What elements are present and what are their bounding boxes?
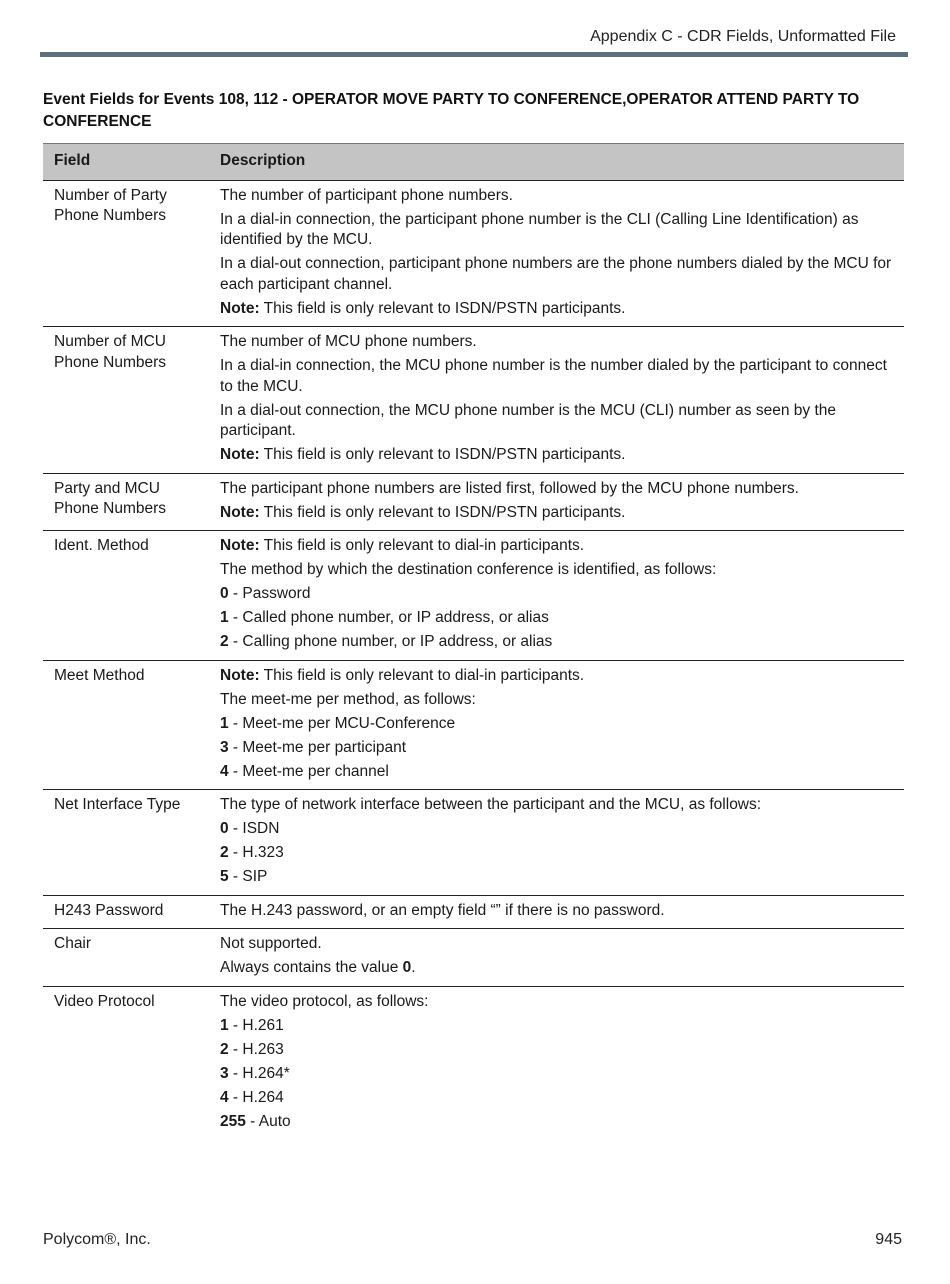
page-header-title: Appendix C - CDR Fields, Unformatted File bbox=[590, 28, 896, 45]
description-paragraph bbox=[220, 356, 894, 397]
description-paragraph bbox=[220, 1040, 894, 1061]
paragraph-text: Not supported. bbox=[220, 935, 322, 952]
paragraph-text: The H.243 password, or an empty field “” if there is no password. bbox=[220, 901, 665, 919]
field-name-cell: Number of Party Phone Numbers bbox=[43, 180, 209, 327]
paragraph-text: In a dial-out connection, participant phone numbers are the phone numbers dialed by the MCU for each participant channel. bbox=[220, 255, 892, 293]
description-paragraph bbox=[220, 992, 894, 1013]
description-paragraph bbox=[220, 584, 894, 605]
table-row bbox=[43, 473, 904, 531]
paragraph-text: - ISDN bbox=[228, 820, 280, 837]
paragraph-text: - Auto bbox=[245, 1112, 291, 1130]
table-row bbox=[43, 660, 904, 790]
description-paragraph bbox=[220, 843, 894, 864]
description-paragraph bbox=[220, 332, 894, 353]
paragraph-text: Always contains the value bbox=[220, 959, 403, 976]
section-title: Event Fields for Events 108, 112 - OPERATOR MOVE PARTY TO CONFERENCE,OPERATOR ATTEND PARTY TO CONFERENCE bbox=[43, 91, 860, 130]
paragraph-text: - H.264 bbox=[228, 1088, 284, 1106]
paragraph-text: In a dial-in connection, the participant phone number is the CLI (Calling Line Identification) as identified by the MCU. bbox=[220, 210, 859, 248]
value-code: 0 bbox=[402, 959, 412, 976]
header-rule bbox=[40, 52, 908, 57]
table-row bbox=[43, 531, 904, 661]
paragraph-text: In a dial-out connection, the MCU phone number is the MCU (CLI) number as seen by the participant. bbox=[220, 401, 837, 439]
value-code: 3 bbox=[220, 738, 229, 756]
description-cell bbox=[209, 473, 904, 531]
field-name-cell: Number of MCU Phone Numbers bbox=[43, 327, 209, 474]
paragraph-text: - Calling phone number, or IP address, or alias bbox=[228, 633, 553, 650]
description-paragraph bbox=[220, 958, 894, 979]
description-paragraph bbox=[220, 738, 894, 759]
description-column-header: Description bbox=[209, 144, 904, 181]
event-fields-table bbox=[43, 143, 904, 1139]
description-paragraph bbox=[220, 666, 894, 687]
description-paragraph bbox=[220, 210, 894, 251]
description-paragraph bbox=[220, 254, 894, 295]
description-paragraph bbox=[220, 867, 894, 888]
value-code: 3 bbox=[220, 1064, 229, 1082]
field-column-header: Field bbox=[43, 144, 209, 181]
description-paragraph bbox=[220, 299, 894, 320]
description-paragraph bbox=[220, 795, 894, 816]
description-cell bbox=[209, 531, 904, 661]
paragraph-text: The number of MCU phone numbers. bbox=[220, 333, 477, 350]
value-code: 2 bbox=[220, 633, 229, 650]
table-row bbox=[43, 929, 904, 987]
description-paragraph bbox=[220, 1016, 894, 1037]
paragraph-text: - H.264* bbox=[228, 1064, 290, 1082]
note-label: Note: bbox=[220, 503, 260, 521]
description-paragraph bbox=[220, 186, 894, 207]
paragraph-text: The meet-me per method, as follows: bbox=[220, 690, 476, 708]
description-cell bbox=[209, 327, 904, 474]
value-code: 2 bbox=[220, 844, 229, 861]
paragraph-text: - H.323 bbox=[228, 844, 284, 861]
value-code: 5 bbox=[220, 868, 229, 885]
description-paragraph bbox=[220, 479, 894, 500]
description-paragraph bbox=[220, 560, 894, 581]
table-row bbox=[43, 986, 904, 1139]
description-cell bbox=[209, 180, 904, 327]
table-body bbox=[43, 180, 904, 1139]
note-label: Note: bbox=[220, 537, 260, 554]
field-name-cell: Meet Method bbox=[43, 660, 209, 790]
paragraph-text: The method by which the destination conference is identified, as follows: bbox=[220, 561, 717, 578]
paragraph-text: The type of network interface between the participant and the MCU, as follows: bbox=[220, 796, 762, 813]
description-paragraph bbox=[220, 1064, 894, 1085]
paragraph-text: - Called phone number, or IP address, or alias bbox=[228, 609, 549, 626]
field-name-cell: Party and MCU Phone Numbers bbox=[43, 473, 209, 531]
description-cell bbox=[209, 895, 904, 929]
paragraph-text: - Password bbox=[228, 585, 311, 602]
description-cell bbox=[209, 790, 904, 896]
table-row bbox=[43, 790, 904, 896]
paragraph-text: - H.261 bbox=[228, 1016, 284, 1034]
description-paragraph bbox=[220, 536, 894, 557]
description-paragraph bbox=[220, 503, 894, 524]
paragraph-text: This field is only relevant to ISDN/PSTN participants. bbox=[259, 299, 626, 317]
table-row bbox=[43, 180, 904, 327]
description-paragraph bbox=[220, 445, 894, 466]
note-label: Note: bbox=[220, 446, 260, 463]
paragraph-text: This field is only relevant to dial-in participants. bbox=[259, 666, 585, 684]
value-code: 0 bbox=[220, 820, 229, 837]
value-code: 1 bbox=[220, 1016, 229, 1034]
description-paragraph bbox=[220, 934, 894, 955]
value-code: 0 bbox=[220, 585, 229, 602]
description-cell bbox=[209, 986, 904, 1139]
paragraph-text: The video protocol, as follows: bbox=[220, 992, 429, 1010]
field-name-cell: Chair bbox=[43, 929, 209, 987]
value-code: 1 bbox=[220, 609, 229, 626]
field-name-cell: Video Protocol bbox=[54, 992, 155, 1010]
paragraph-text: - Meet-me per channel bbox=[228, 762, 389, 780]
paragraph-text: The participant phone numbers are listed first, followed by the MCU phone numbers. bbox=[220, 479, 799, 497]
paragraph-text: - Meet-me per MCU-Conference bbox=[228, 714, 456, 732]
note-label: Note: bbox=[220, 299, 260, 317]
paragraph-text: - Meet-me per participant bbox=[228, 738, 407, 756]
description-cell bbox=[209, 929, 904, 987]
description-paragraph bbox=[220, 1112, 894, 1133]
footer-page-number: 945 bbox=[875, 1231, 902, 1248]
description-cell bbox=[209, 660, 904, 790]
description-paragraph bbox=[220, 608, 894, 629]
value-code: 1 bbox=[220, 714, 229, 732]
value-code: 4 bbox=[220, 1088, 229, 1106]
paragraph-text: In a dial-in connection, the MCU phone number is the number dialed by the participant to connect to the MCU. bbox=[220, 357, 887, 395]
table-header-row bbox=[43, 144, 904, 181]
table-row bbox=[43, 895, 904, 929]
field-name-cell: Net Interface Type bbox=[43, 790, 209, 896]
paragraph-text: This field is only relevant to ISDN/PSTN participants. bbox=[259, 503, 626, 521]
description-paragraph bbox=[220, 901, 894, 922]
value-code: 2 bbox=[220, 1040, 229, 1058]
footer-company: Polycom®, Inc. bbox=[43, 1231, 151, 1248]
paragraph-text: . bbox=[411, 959, 416, 976]
description-paragraph bbox=[220, 819, 894, 840]
field-name-cell: Ident. Method bbox=[43, 531, 209, 661]
description-paragraph bbox=[220, 401, 894, 442]
description-paragraph bbox=[220, 690, 894, 711]
value-code: 255 bbox=[220, 1112, 246, 1130]
description-paragraph bbox=[220, 714, 894, 735]
paragraph-text: The number of participant phone numbers. bbox=[220, 186, 513, 204]
description-paragraph bbox=[220, 632, 894, 653]
value-code: 4 bbox=[220, 762, 229, 780]
paragraph-text: - SIP bbox=[228, 868, 268, 885]
paragraph-text: This field is only relevant to ISDN/PSTN participants. bbox=[259, 446, 626, 463]
description-paragraph bbox=[220, 1088, 894, 1109]
description-paragraph bbox=[220, 762, 894, 783]
table-row bbox=[43, 327, 904, 474]
paragraph-text: This field is only relevant to dial-in participants. bbox=[259, 537, 585, 554]
paragraph-text: - H.263 bbox=[228, 1040, 284, 1058]
field-name-cell: H243 Password bbox=[43, 895, 209, 929]
note-label: Note: bbox=[220, 666, 260, 684]
